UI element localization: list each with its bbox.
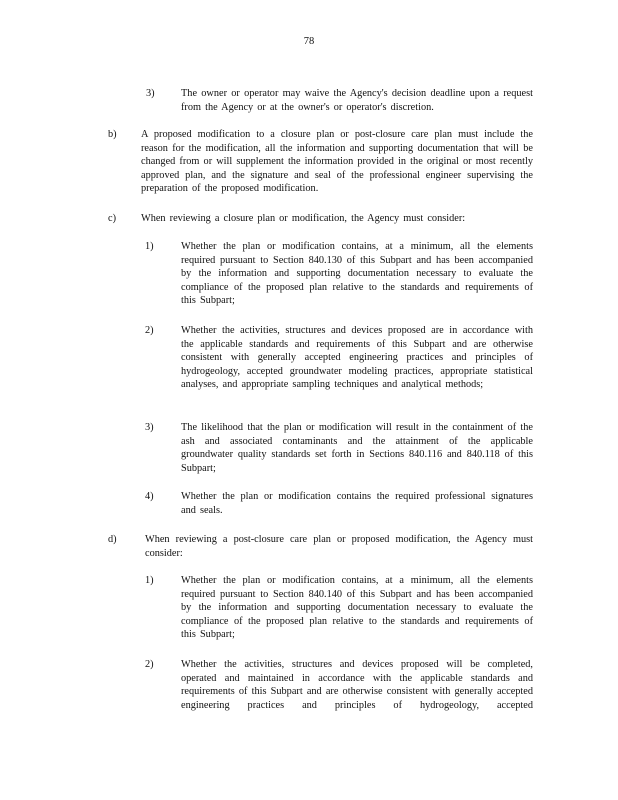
item-text: When reviewing a post-closure care plan or proposed modification, the Agency must consider: bbox=[145, 534, 533, 559]
item-marker: 3) bbox=[146, 88, 155, 99]
page-number: 78 bbox=[303, 36, 315, 47]
item-text: Whether the plan or modification contains the required professional signatures and seals. bbox=[181, 491, 533, 516]
item-text: Whether the plan or modification contains, at a minimum, all the elements required pursuant to Section 840.130 of this Subpart and has been accompanied by the information and supporting documentation necessary to evaluate the compliance of the proposed plan relative to the standards and requirements of this Subpart; bbox=[181, 241, 533, 307]
item-marker: b) bbox=[108, 129, 117, 140]
item-marker: 2) bbox=[145, 659, 154, 670]
item-text: A proposed modification to a closure plan or post-closure care plan must include the reason for the modification, all the information and supporting documentation that will be changed from or will supplement the information provided in the original or most recently approved plan, and the signature and seal of the professional engineer supervising the preparation of the proposed modification. bbox=[141, 129, 533, 195]
item-marker: 1) bbox=[145, 241, 154, 252]
item-text: The owner or operator may waive the Agency's decision deadline upon a request from the Agency or at the owner's or operator's discretion. bbox=[181, 88, 533, 113]
item-text: The likelihood that the plan or modification will result in the containment of the ash and associated contaminants and the attainment of the applicable groundwater quality standards set forth in Sections 840.116 and 840.118 of this Subpart; bbox=[181, 422, 533, 474]
item-marker: 3) bbox=[145, 422, 154, 433]
item-text: When reviewing a closure plan or modification, the Agency must consider: bbox=[141, 213, 466, 224]
item-text: Whether the activities, structures and devices proposed will be completed, operated and maintained in accordance with the applicable standards and requirements of this Subpart and are otherwise consistent with generally accepted engineering practices and principles of hydrogeology, accepted bbox=[181, 659, 533, 711]
item-text: Whether the plan or modification contains, at a minimum, all the elements required pursuant to Section 840.140 of this Subpart and has been accompanied by the information and supporting documentation necessary to evaluate the compliance of the proposed plan relative to the standards and requirements of this Subpart; bbox=[181, 575, 533, 641]
item-marker: c) bbox=[108, 213, 116, 224]
item-marker: 4) bbox=[145, 491, 154, 502]
item-marker: d) bbox=[108, 534, 117, 545]
item-marker: 1) bbox=[145, 575, 154, 586]
item-text: Whether the activities, structures and devices proposed are in accordance with the applicable standards and requirements of this Subpart and are otherwise consistent with generally accepted engineering practices and principles of hydrogeology, accepted groundwater modeling practices, appropriate statistical analyses, and appropriate sampling techniques and analytical methods; bbox=[181, 325, 533, 391]
item-marker: 2) bbox=[145, 325, 154, 336]
